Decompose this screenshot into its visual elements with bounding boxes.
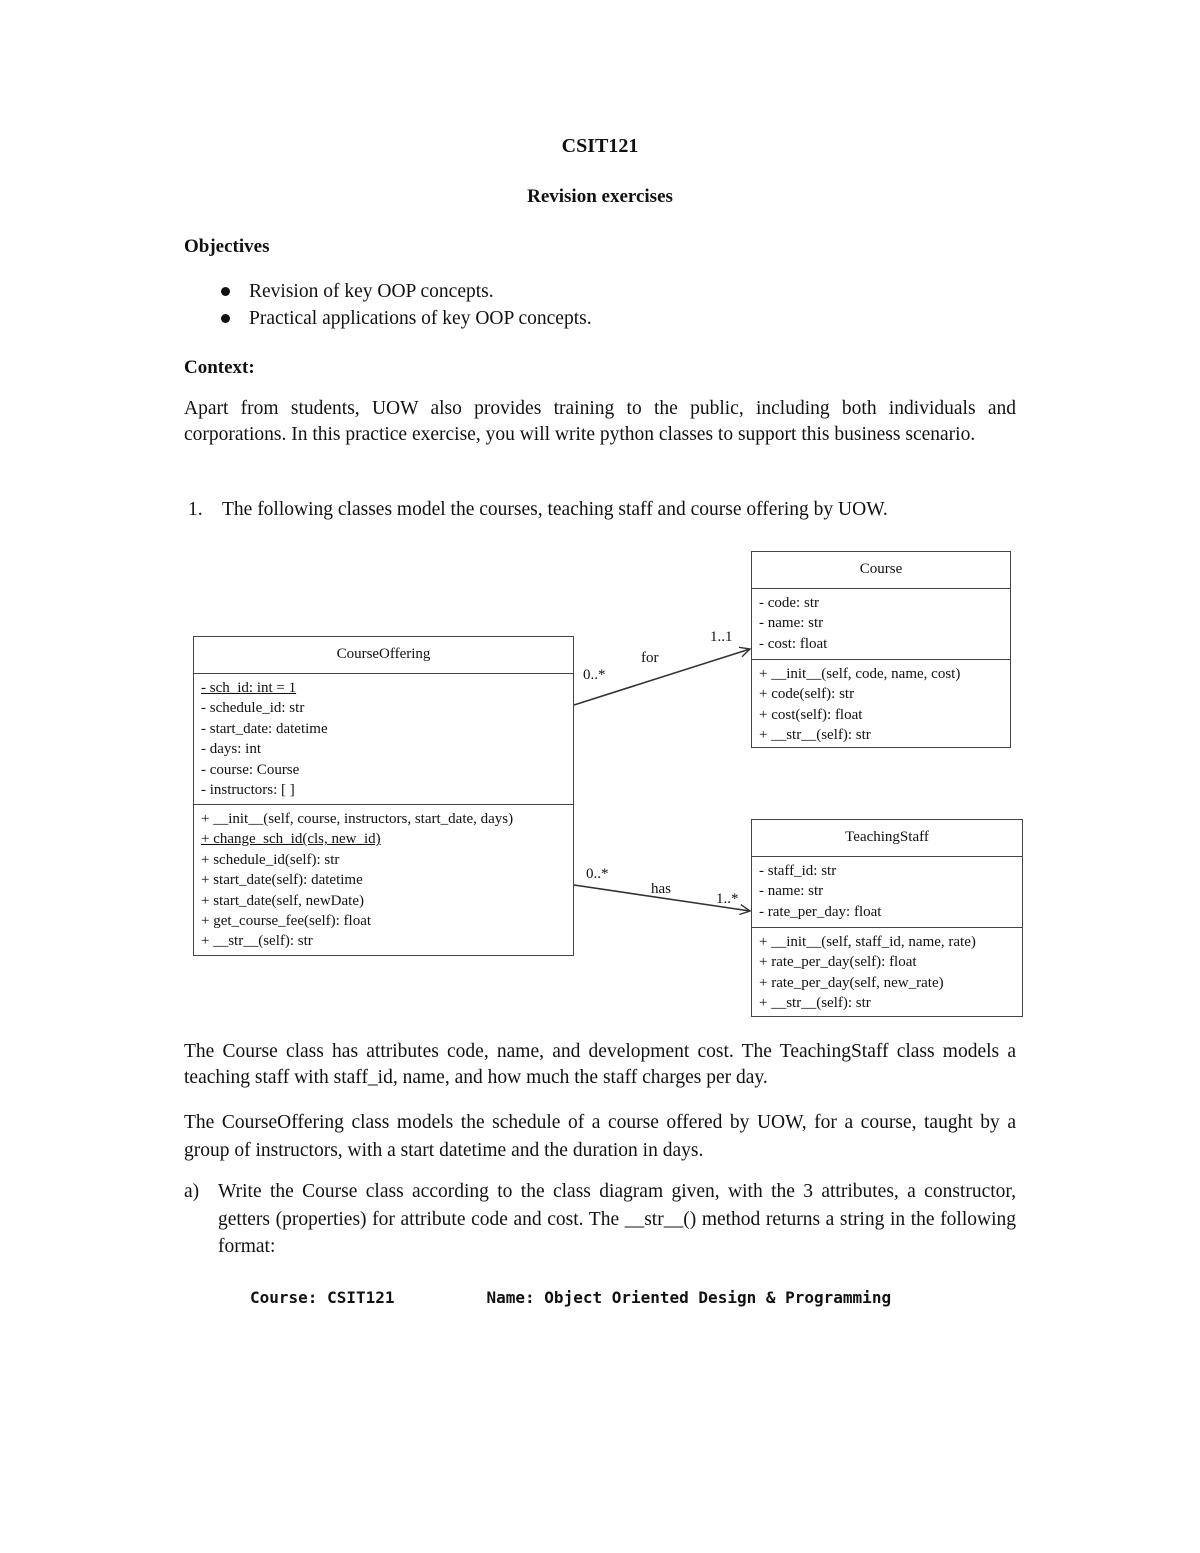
attribute: - staff_id: str	[759, 863, 837, 879]
code-sample	[250, 1288, 891, 1307]
method: + __str__(self): str	[759, 995, 871, 1012]
attribute: - cost: float	[759, 635, 828, 652]
attribute: - instructors: [ ]	[201, 781, 295, 798]
method: + start_date(self, newDate)	[201, 892, 364, 909]
class-attributes	[752, 857, 1022, 927]
course-class-paragraph: The Course class has attributes code, name, and development cost. The TeachingStaff class models a teaching staff with staff_id, name, and how much the staff charges per day.	[184, 1041, 1016, 1088]
attribute: - rate_per_day: float	[759, 903, 882, 920]
attribute: - name: str	[759, 615, 824, 632]
method: + code(self): str	[759, 686, 855, 703]
objective-item: Revision of key OOP concepts.	[215, 278, 592, 305]
method: + get_course_fee(self): float	[201, 912, 372, 929]
multiplicity-for-source: 0..*	[583, 667, 606, 683]
class-name: TeachingStaff	[752, 820, 1022, 857]
association-for-label: for	[641, 650, 659, 666]
method-static: + change_sch_id(cls, new_id)	[201, 831, 381, 848]
attribute: - code: str	[759, 595, 819, 611]
context-heading: Context:	[184, 357, 255, 378]
uml-class-courseoffering	[193, 636, 574, 956]
class-methods	[752, 659, 1010, 746]
attribute: - course: Course	[201, 761, 300, 778]
item-text: Write the Course class according to the class diagram given, with the 3 attributes, a constructor, getters (properties) for attribute code and cost. The __str__() method returns a string in the following format:	[218, 1181, 1016, 1257]
document-title: CSIT121	[561, 135, 639, 157]
attribute-static: - sch_id: int = 1	[201, 680, 297, 696]
multiplicity-has-target: 1..*	[716, 891, 739, 907]
multiplicity-has-source: 0..*	[586, 866, 609, 882]
question-a	[184, 1178, 1016, 1261]
objective-item: Practical applications of key OOP concepts.	[215, 305, 592, 332]
method: + __str__(self): str	[759, 727, 871, 744]
attribute: - name: str	[759, 883, 824, 900]
code-course: Course: CSIT121	[250, 1288, 395, 1307]
class-attributes	[752, 589, 1010, 659]
association-has-label: has	[651, 881, 671, 897]
question-text: The following classes model the courses, teaching staff and course offering by UOW.	[222, 499, 888, 520]
document-subtitle: Revision exercises	[527, 186, 673, 207]
class-methods	[752, 927, 1022, 1014]
attribute: - start_date: datetime	[201, 720, 328, 737]
attribute: - days: int	[201, 741, 261, 758]
multiplicity-for-target: 1..1	[710, 629, 733, 645]
uml-class-teachingstaff	[751, 819, 1023, 1017]
class-methods	[194, 804, 573, 952]
method: + __init__(self, course, instructors, start_date, days)	[201, 811, 514, 827]
offering-class-paragraph: The CourseOffering class models the schedule of a course offered by UOW, for a course, taught by a group of instructors, with a start datetime and the duration in days.	[184, 1112, 1016, 1161]
context-paragraph: Apart from students, UOW also provides training to the public, including both individuals and corporations. In this practice exercise, you will write python classes to support this business scenario.	[184, 398, 1016, 445]
class-attributes	[194, 674, 573, 804]
class-name: CourseOffering	[194, 637, 573, 674]
method: + __init__(self, code, name, cost)	[759, 666, 961, 682]
item-label: a)	[184, 1181, 200, 1202]
code-name: Name: Object Oriented Design & Programming	[486, 1288, 892, 1307]
question-number: 1.	[188, 499, 203, 520]
method: + rate_per_day(self, new_rate)	[759, 974, 944, 991]
method: + schedule_id(self): str	[201, 851, 340, 868]
objectives-heading: Objectives	[184, 236, 270, 257]
attribute: - schedule_id: str	[201, 700, 305, 717]
method: + rate_per_day(self): float	[759, 954, 917, 971]
uml-class-course	[751, 551, 1011, 748]
method: + __init__(self, staff_id, name, rate)	[759, 934, 976, 950]
method: + start_date(self): datetime	[201, 872, 363, 889]
method: + __str__(self): str	[201, 933, 313, 950]
method: + cost(self): float	[759, 706, 863, 723]
class-name: Course	[752, 552, 1010, 589]
